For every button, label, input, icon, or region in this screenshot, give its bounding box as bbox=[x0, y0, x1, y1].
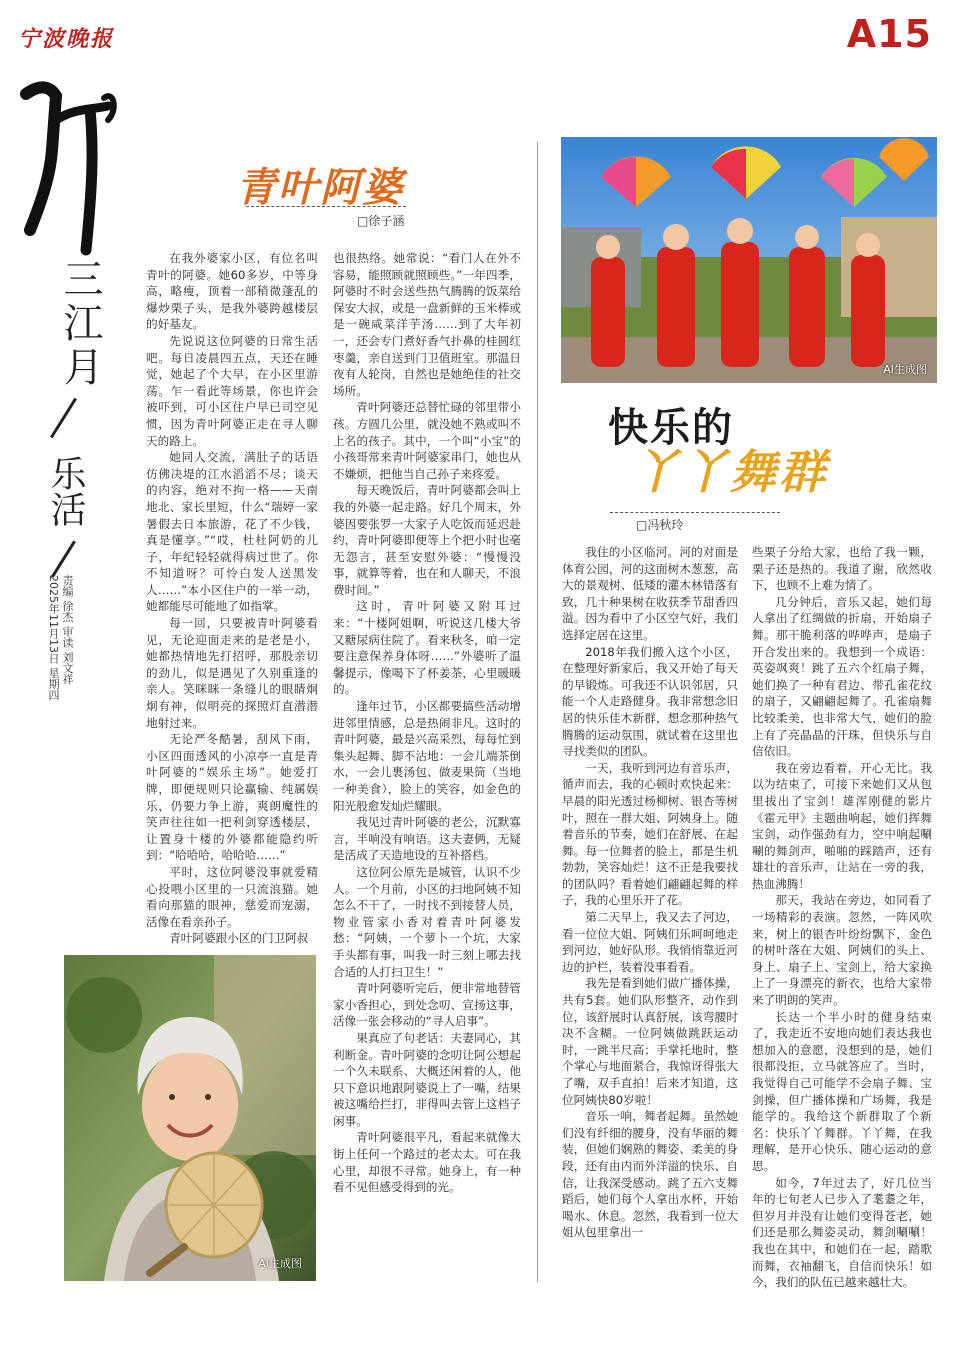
grandma-photo bbox=[64, 955, 316, 1281]
paragraph: 我住的小区临河。河的对面是体育公园，河的这面树木葱葱，高大的景观树、低矮的灌木林错落有致，几十种果树在收获季节甜香四溢。因为看中了小区空气好，我们选择定居在这里。 bbox=[562, 545, 738, 642]
paragraph: 这时，青叶阿婆又附耳过来：“十楼阿姐啊，听说这几楼大爷又糖尿病住院了。看来秋冬，咱一定要注意保养身体呀……”外婆听了温馨提示，像喝下了杯姜茶，心里暖暖的。 bbox=[333, 599, 521, 697]
article2-title-line1: 快乐的 bbox=[608, 404, 734, 451]
article1-author: □徐子涵 bbox=[357, 214, 405, 228]
article2-column-1 bbox=[562, 544, 738, 1294]
paragraph: 我在旁边看着，开心无比。我以为结束了，可接下来她们又从包里拔出了宝剑！雄浑刚健的影片《霍元甲》主题曲响起，她们挥舞宝剑，动作强劲有力，空中响起唰唰的舞剑声，啪啪的踩踏声，还有雄壮的音乐声，让站在一旁的我，热血沸腾！ bbox=[752, 760, 932, 891]
article1-title: 青叶阿婆 bbox=[236, 164, 404, 211]
paragraph: 些栗子分给大家，也给了我一颗，栗子还是热的。我道了谢，欣然收下，也顾不上难为情了。 bbox=[752, 545, 932, 593]
editor-credit: 责编 徐杰 审读 刘文祥 bbox=[61, 575, 74, 685]
newspaper-masthead: 宁波晚报 bbox=[18, 26, 115, 52]
paragraph: 也很热络。她常说：“看门人在外不容易，能照顾就照顾些。”一年四季，阿婆时不时会送些热气腾腾的饭菜给保安大叔，或是一盘新鲜的玉米棒或是一碗咸菜洋芋汤……到了大年初一，还会专门煮好香气扑鼻的桂圆红枣羹，亲自送到门卫值班室。那温日夜有人轮岗，自然也是她绝佳的社交场所。 bbox=[333, 251, 521, 398]
paragraph: 她同人交流，满肚子的话语仿佛决堤的江水滔滔不尽；谈天的内容，绝对不拘一格——天南地北、家长里短，什么“瑞婷一家暑假去日本旅游，花了不少钱，真是懂享。”“哎，杜杜阿奶的儿子，年纪轻轻就得病过世了。你不知道呀？可怜白发人送黑发人……”本小区住户的一举一动，她都能尽可能地了如指掌。 bbox=[146, 450, 318, 614]
column-subtitle: 乐活 bbox=[45, 455, 86, 527]
dancers-illustration-icon bbox=[561, 137, 937, 383]
paragraph: 青叶阿婆还总替忙碌的邻里带小孩。方圆几公里，就没她不熟或叫不上名的孩子。其中，一个叫“小宝”的小孩哥常来青叶阿婆家串门，她也从不嫌烦，把他当自己孙子来疼爱。 bbox=[333, 400, 521, 481]
article1-column-1 bbox=[146, 250, 318, 950]
paragraph: 每天晚饭后，青叶阿婆都会叫上我的外婆一起走路。好几个周末，外婆因要张罗一大家子人吃饭而延迟赴约，青叶阿婆即便等上个把小时也毫无怨言，甚至安慰外婆：“慢慢没事，就算等着，也在和人聊天，不浪费时间。” bbox=[333, 483, 521, 597]
paragraph: 几分钟后，音乐又起，她们每人拿出了红绸做的折扇，开始扇子舞。那干脆利落的哗哗声，是扇子开合发出来的。我想到一个成语：英姿飒爽！跳了五六个红扇子舞，她们换了一种有君边、带孔雀花纹的扇子，又翩翩起舞了。孔雀扇舞比较柔美，也非常大气，她们的脸上有了亮晶晶的汗珠，但快乐与自信依旧。 bbox=[752, 594, 932, 759]
article1-column-2 bbox=[333, 250, 521, 1290]
paragraph: 如今，7年过去了，好几位当年的七旬老人已步入了耄耋之年，但岁月并没有让她们变得苍老，她们还是那么舞姿灵动，舞剑唰唰！我也在其中，和她们在一起，踏歌而舞，衣袖翻飞，自信而快乐！如今，我们的队伍已越来越壮大。 bbox=[752, 1175, 932, 1290]
column-divider bbox=[537, 142, 538, 1282]
article2-author: □冯秋玲 bbox=[636, 518, 684, 532]
article2-title-rule bbox=[610, 512, 780, 513]
subtitle-slash-divider bbox=[51, 540, 76, 577]
brush-calligraphy-icon bbox=[20, 80, 120, 260]
paragraph: 2018年我们搬入这个小区，在整理好新家后，我又开始了每天的早锻炼。可我还不认识邻居，只能一个人走路健身。我非常想念旧居的快乐佳木新群，想念那种热气腾腾的运动氛围，就试着在这里也寻找类似的团队。 bbox=[562, 644, 738, 759]
issue-date: 2025年11月13日 星期四 bbox=[47, 575, 60, 701]
column-title: 三江月 bbox=[57, 258, 103, 390]
paragraph: 果真应了句老话：夫妻同心，其利断金。青叶阿婆的念叨让阿公想起一个久未联系、大概还闲着的人，他只下意识地跟阿婆说上了一嘴，结果被这嘴给拦打，非得叫去管上这档子闲事。 bbox=[333, 1030, 521, 1128]
paragraph: 青叶阿婆很平凡，看起来就像大街上任何一个路过的老太太。可在我心里，却很不寻常。她身上，有一种看不见但感受得到的光。 bbox=[333, 1130, 521, 1195]
grandma-photo-label: AI生成图 bbox=[258, 1257, 302, 1270]
page-number: A15 bbox=[846, 12, 932, 56]
paragraph: 这位阿公原先是城管，认识不少人。一个月前，小区的扫地阿姨不知怎么不干了，一时找不到接替人员，物业管家小香对着青叶阿婆发愁：“阿姨，一个萝卜一个坑，大家手头都有事，叫我一时三刻上哪去找合适的人打扫卫生！” bbox=[333, 864, 521, 979]
article2-title-line2: 丫丫舞群 bbox=[632, 445, 828, 499]
article1-title-rule bbox=[246, 206, 406, 207]
paragraph: 一天，我听到河边有音乐声，循声而去，我的心顿时欢快起来：早晨的阳光透过杨柳树、银杏等树叶，照在一群大姐、阿姨身上。随着音乐的节奏，她们在舒展、在起舞。每一位舞者的脸上，都是生机勃勃，笑容灿烂！这不正是我要找的团队吗？看着她们翩翩起舞的样子，我的心里乐开了花。 bbox=[562, 760, 738, 908]
dancing-photo-label: AI生成图 bbox=[883, 363, 927, 376]
paragraph: 平时，这位阿婆没事就爱精心投喂小区里的一只流浪猫。她看向那猫的眼神，慈爱而宠溺，活像在看亲孙子。 bbox=[146, 864, 318, 929]
paragraph: 我见过青叶阿婆的老公，沉默寡言，半响没有响语。这夫妻俩，无疑是活成了天造地设的互补搭档。 bbox=[333, 815, 521, 863]
paragraph: 那天，我站在旁边，如同看了一场精彩的表演。忽然，一阵风吹来，树上的银杏叶纷纷飘下，金色的树叶落在大姐、阿姨们的头上、身上、扇子上、宝剑上，给大家换上了一身漂亮的新衣，也给大家带来了明朗的笑声。 bbox=[752, 893, 932, 1008]
paragraph: 青叶阿婆听完后，便非常地替管家小香担心，到处念叨、宣扬这事，活像一张会移动的“寻人启事”。 bbox=[333, 981, 521, 1029]
article2-column-2 bbox=[752, 544, 932, 1294]
title-slash-divider bbox=[50, 398, 77, 439]
paragraph: 先说说这位阿婆的日常生活吧。每日凌晨四五点，天还在睡觉，她起了个大早，在小区里游荡。乍一看此等场景，你也许会被吓到，可小区住户早已司空见惯，因为青叶阿婆正走在寻人聊天的路上。 bbox=[146, 333, 318, 448]
paragraph: 青叶阿婆跟小区的门卫阿叔 bbox=[169, 931, 309, 946]
paragraph: 在我外婆家小区，有位名叫青叶的阿婆。她60多岁，中等身高，略瘦，顶着一部稍微蓬乱的爆炒栗子头，是我外婆跨越楼层的好基友。 bbox=[146, 251, 318, 332]
dancing-photo bbox=[561, 137, 937, 383]
paragraph: 每一回，只要被青叶阿婆看见，无论迎面走来的是老是小，她都热情地先打招呼，那股亲切的劲儿，似是遇见了久别重逢的亲人。笑眯眯一条缝儿的眼睛炯炯有神，似明亮的探照灯直潜潜地射过来。 bbox=[146, 616, 318, 730]
grandma-illustration-icon bbox=[64, 955, 316, 1281]
paragraph: 音乐一响，舞者起舞。虽然她们没有纤细的腰身，没有华丽的舞装，但她们娴熟的舞姿、柔美的身段，还有由内而外洋溢的快乐、自信，让我深受感动。跳了五六支舞蹈后，她们每个人拿出水杯，开始喝水、休息。忽然，我看到一位大姐从包里拿出一 bbox=[562, 1109, 738, 1240]
paragraph: 第二天早上，我又去了河边，看一位位大姐、阿姨们乐呵呵地走到河边，她好队形。我悄悄靠近河边的护栏，装着没事看看。 bbox=[562, 910, 738, 974]
paragraph: 长达一个半小时的健身结束了，我走近不安地向她们表达我也想加入的意愿，没想到的是，她们很都没拒，立马就答应了。当时，我觉得自己可能学不会扇子舞、宝剑操，但广播体操和广场舞，我是能学的。我给这个新群取了个新名：快乐丫丫舞群。丫丫舞，在我理解，是开心快乐、随心运动的意思。 bbox=[752, 1009, 932, 1173]
paragraph: 无论严冬酷暑，刮风下雨，小区四面透风的小凉亭一直是青叶阿婆的“娱乐主场”。她爱打牌，即便规则只论赢输、纯属娱乐，仍要力争上游，爽朗魔性的笑声往往如一把利剑穿透楼层，让置身十楼的外婆都能隐约听到：“哈哈哈，哈哈哈……” bbox=[146, 732, 318, 863]
paragraph: 逢年过节，小区都要搞些活动增进邻里情感，总是热闹非凡。这时的青叶阿婆，最是兴高采烈，每每忙到集头起舞、脚不沾地：一会儿端茶倒水，一会儿裹汤包、做麦果筒（当地一种美食），脸上的笑容，如金色的阳光般愈发灿烂耀眼。 bbox=[333, 699, 521, 813]
paragraph: 我先是看到她们做广播体操，共有5套。她们队形整齐，动作到位，该舒展时认真舒展，该弯腰时决不含糊。一位阿姨做跳跃运动时，一跳半尺高；手掌托地时，整个掌心与地面紧合，我惊讶得张大了嘴，双手直拍！后来才知道，这位阿姨快80岁啦！ bbox=[562, 976, 738, 1107]
issue-meta bbox=[46, 575, 74, 701]
